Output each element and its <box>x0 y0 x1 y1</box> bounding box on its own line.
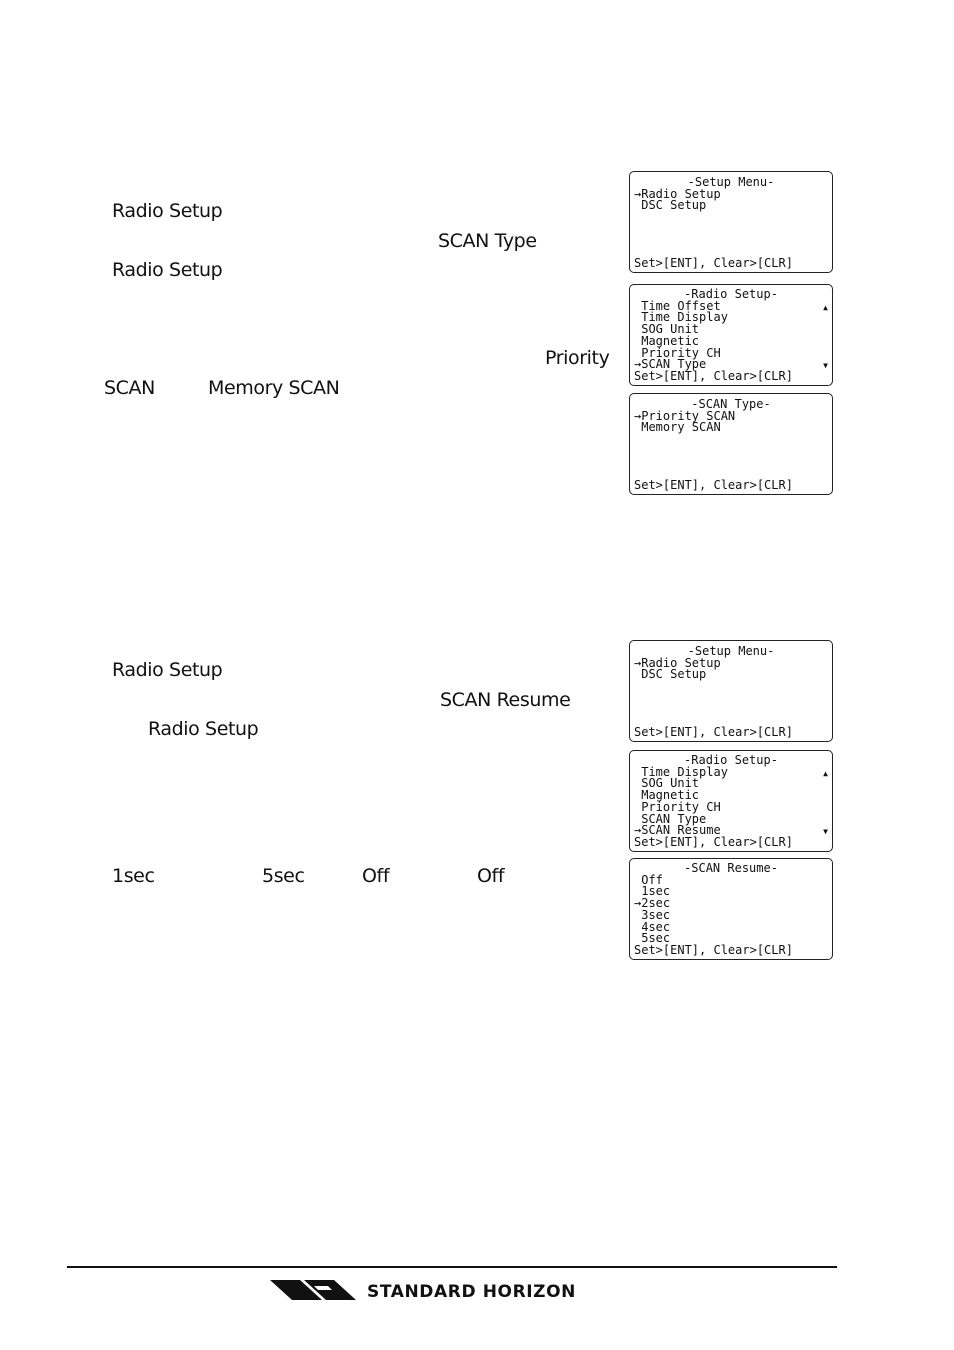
scroll-down-icon: ▼ <box>823 827 828 836</box>
lcd-footer: Set>[ENT], Clear>[CLR] <box>634 943 793 958</box>
lcd-line-5sec: 5sec <box>634 931 671 946</box>
lcd-radio-setup <box>629 750 833 852</box>
text-radio-setup: Radio Setup <box>112 200 223 222</box>
lcd-line-dsc-setup: DSC Setup <box>634 667 707 682</box>
lcd-line-1sec: 1sec <box>634 884 671 899</box>
text-off: Off <box>362 865 390 887</box>
text-radio-setup: Radio Setup <box>112 659 223 681</box>
text-5sec: 5sec <box>262 865 305 887</box>
text-scan: SCAN <box>104 377 155 399</box>
lcd-line-time-display: Time Display <box>634 764 728 779</box>
lcd-line-sog-unit: SOG Unit <box>634 776 700 791</box>
lcd-line-off: Off <box>634 872 663 887</box>
lcd-setup-menu <box>629 171 833 273</box>
lcd-line-priority-scan: →Priority SCAN <box>634 408 736 423</box>
lcd-line-2sec: →2sec <box>634 896 671 911</box>
lcd-footer: Set>[ENT], Clear>[CLR] <box>634 256 793 271</box>
scroll-up-icon: ▲ <box>823 303 828 312</box>
lcd-line-sog-unit: SOG Unit <box>634 322 700 337</box>
text-radio-setup: Radio Setup <box>112 259 223 281</box>
lcd-line-4sec: 4sec <box>634 919 671 934</box>
lcd-line-scan-type: SCAN Type <box>634 811 707 826</box>
lcd-line-scan-resume: →SCAN Resume <box>634 823 721 838</box>
lcd-line-dsc-setup: DSC Setup <box>634 198 707 213</box>
scroll-up-icon: ▲ <box>823 769 828 778</box>
lcd-line-scan-type: →SCAN Type <box>634 357 707 372</box>
lcd-line-memory-scan: Memory SCAN <box>634 420 721 435</box>
scroll-down-icon: ▼ <box>823 361 828 370</box>
lcd-title: -Setup Menu- <box>687 644 775 658</box>
lcd-line-radio-setup: →Radio Setup <box>634 655 721 670</box>
lcd-footer: Set>[ENT], Clear>[CLR] <box>634 835 793 850</box>
lcd-line-magnetic: Magnetic <box>634 333 700 348</box>
text-1sec: 1sec <box>112 865 155 887</box>
lcd-line-priority-ch: Priority CH <box>634 799 721 814</box>
lcd-line-time-offset: Time Offset <box>634 298 721 313</box>
lcd-title: -SCAN Type- <box>691 397 771 411</box>
lcd-radio-setup <box>629 284 833 386</box>
lcd-footer: Set>[ENT], Clear>[CLR] <box>634 478 793 493</box>
lcd-line-priority-ch: Priority CH <box>634 345 721 360</box>
text-priority: Priority <box>545 347 610 369</box>
lcd-title: -SCAN Resume- <box>684 861 778 875</box>
lcd-title: -Radio Setup- <box>684 287 778 301</box>
text-scan-resume: SCAN Resume <box>440 689 571 711</box>
standard-horizon-logo-icon <box>270 1277 360 1303</box>
lcd-title: -Setup Menu- <box>687 175 775 189</box>
lcd-line-magnetic: Magnetic <box>634 788 700 803</box>
text-off: Off <box>477 865 505 887</box>
text-radio-setup: Radio Setup <box>148 718 259 740</box>
lcd-footer: Set>[ENT], Clear>[CLR] <box>634 725 793 740</box>
lcd-line-radio-setup: →Radio Setup <box>634 186 721 201</box>
lcd-line-time-display: Time Display <box>634 310 728 325</box>
lcd-line-3sec: 3sec <box>634 907 671 922</box>
lcd-title: -Radio Setup- <box>684 753 778 767</box>
brand-name: STANDARD HORIZON <box>367 1282 576 1302</box>
text-scan-type: SCAN Type <box>438 230 537 252</box>
lcd-scan-resume <box>629 858 833 960</box>
lcd-scan-type <box>629 393 833 495</box>
lcd-setup-menu <box>629 640 833 742</box>
footer-rule <box>67 1266 837 1268</box>
lcd-footer: Set>[ENT], Clear>[CLR] <box>634 369 793 384</box>
text-memory-scan: Memory SCAN <box>208 377 340 399</box>
